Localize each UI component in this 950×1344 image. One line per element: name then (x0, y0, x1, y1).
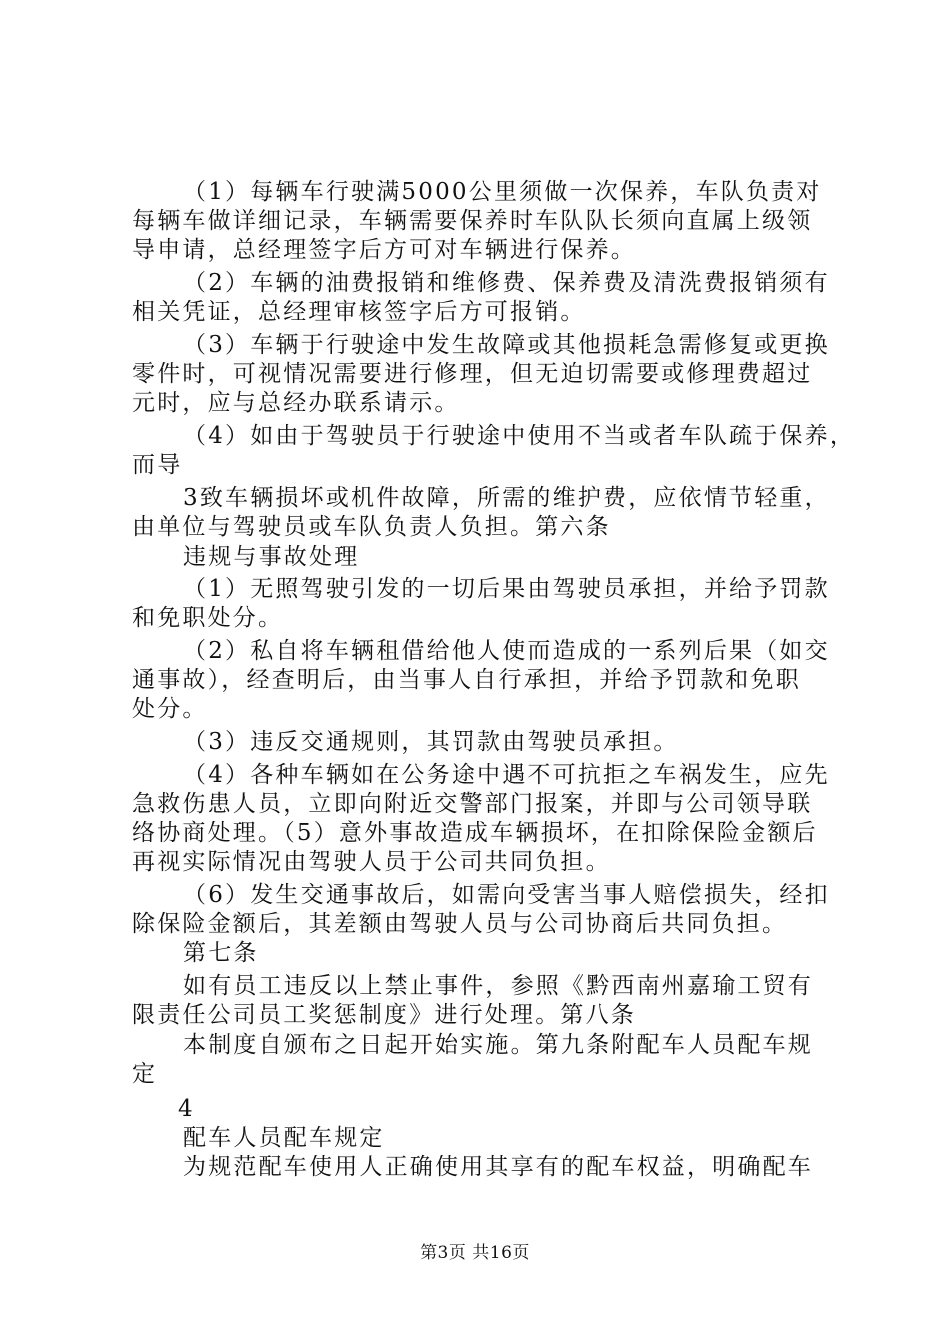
body-text-line: 通事故），经查明后，由当事人自行承担，并给予罚款和免职 (132, 667, 801, 693)
body-text-line: 限责任公司员工奖惩制度》进行处理。第八条 (132, 1002, 636, 1028)
body-text-line: 如有员工违反以上禁止事件，参照《黔西南州嘉瑜工贸有 (183, 973, 813, 999)
body-text-line: 导申请，总经理签字后方可对车辆进行保养。 (132, 237, 636, 263)
body-text-line: 急救伤患人员，立即向附近交警部门报案，并即与公司领导联 (132, 791, 813, 817)
section-heading: 违规与事故处理 (183, 544, 360, 570)
body-text-line: 而导 (132, 452, 183, 478)
body-text-line: （2）车辆的油费报销和维修费、保养费及清洗费报销须有 (183, 270, 830, 296)
body-text-line: 再视实际情况由驾驶人员于公司共同负担。 (132, 849, 611, 875)
body-text-line: 定 (132, 1061, 158, 1087)
body-text-line: （6）发生交通事故后，如需向受害当事人赔偿损失，经扣 (183, 882, 830, 908)
body-text-line: 和免职处分。 (132, 605, 284, 631)
body-text-line: （4）如由于驾驶员于行驶途中使用不当或者车队疏于保养， (183, 423, 856, 449)
body-text-line: 络协商处理。（5）意外事故造成车辆损坏，在扣除保险金额后 (132, 820, 818, 846)
body-text-line: （2）私自将车辆租借给他人使而造成的一系列后果（如交 (183, 638, 830, 664)
body-text-line: （1）无照驾驶引发的一切后果由驾驶员承担，并给予罚款 (183, 576, 830, 602)
body-text-line: （1）每辆车行驶满5000公里须做一次保养，车队负责对 (183, 179, 822, 205)
section-heading: 第七条 (183, 940, 259, 966)
body-text-line: （3）违反交通规则，其罚款由驾驶员承担。 (183, 729, 679, 755)
body-text-line: （4）各种车辆如在公务途中遇不可抗拒之车祸发生，应先 (183, 762, 830, 788)
body-text-line: 每辆车做详细记录，车辆需要保养时车队队长须向直属上级领 (132, 208, 813, 234)
page-footer: 第3页 共16页 (420, 1243, 530, 1263)
body-text-line: 相关凭证，总经理审核签字后方可报销。 (132, 299, 586, 325)
body-text-line: 元时，应与总经办联系请示。 (132, 390, 460, 416)
body-text-line: 处分。 (132, 696, 208, 722)
body-text-line: （3）车辆于行驶途中发生故障或其他损耗急需修复或更换 (183, 332, 830, 358)
body-text-line: 零件时，可视情况需要进行修理，但无迫切需要或修理费超过 (132, 361, 813, 387)
body-text-line: 除保险金额后，其差额由驾驶人员与公司协商后共同负担。 (132, 911, 788, 937)
body-text-line: 为规范配车使用人正确使用其享有的配车权益，明确配车 (183, 1154, 813, 1180)
body-text-line: 本制度自颁布之日起开始实施。第九条附配车人员配车规 (183, 1032, 813, 1058)
section-heading: 配车人员配车规定 (183, 1125, 385, 1151)
body-text-line: 由单位与驾驶员或车队负责人负担。第六条 (132, 514, 611, 540)
page-number-marker: 4 (178, 1096, 195, 1122)
body-text-line: 3致车辆损坏或机件故障，所需的维护费，应依情节轻重， (183, 485, 830, 511)
